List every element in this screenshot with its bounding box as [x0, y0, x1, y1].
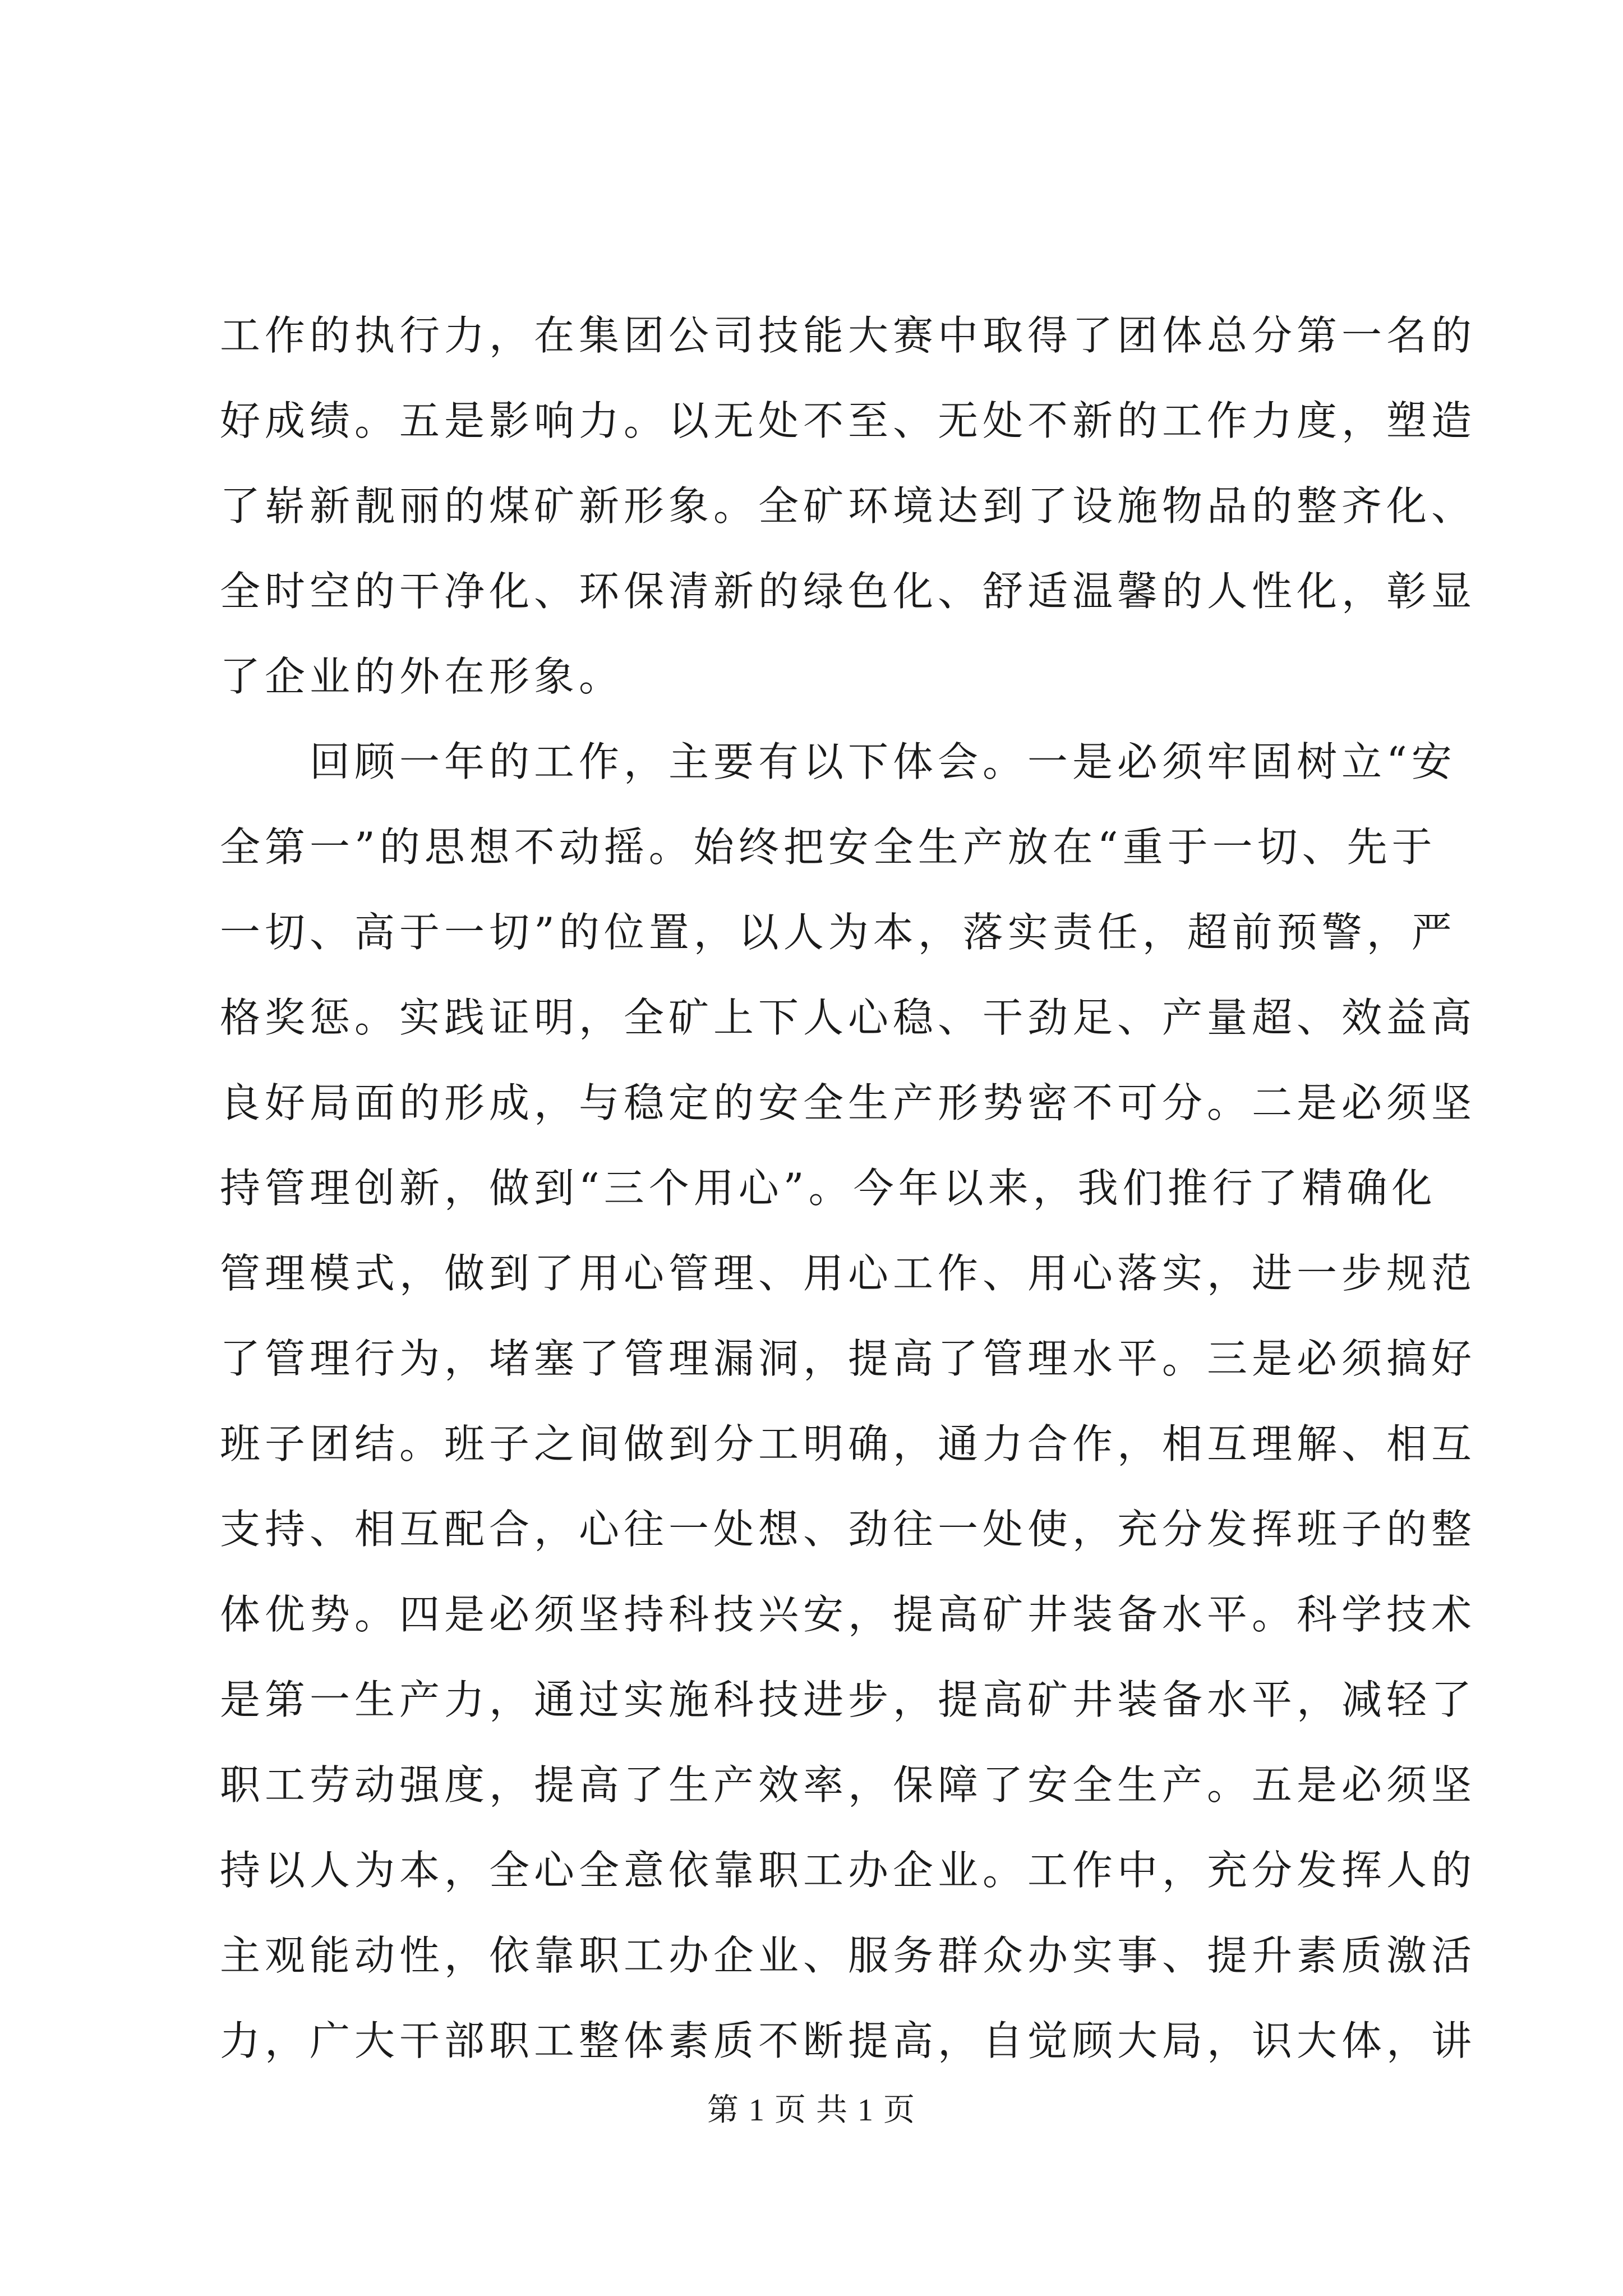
text-line: 力，广大干部职工整体素质不断提高，自觉顾大局，识大体，讲 [220, 2017, 1477, 2064]
text-line: 支持、相互配合，心往一处想、劲往一处使，充分发挥班子的整 [220, 1506, 1477, 1553]
text-line: 职工劳动强度，提高了生产效率，保障了安全生产。五是必须坚 [220, 1761, 1477, 1809]
text-line: 管理模式，做到了用心管理、用心工作、用心落实，进一步规范 [220, 1250, 1477, 1297]
text-line: 全时空的干净化、环保清新的绿色化、舒适温馨的人性化，彰显 [220, 568, 1477, 615]
text-line: 持以人为本，全心全意依靠职工办企业。工作中，充分发挥人的 [220, 1847, 1477, 1894]
text-line: 好成绩。五是影响力。以无处不至、无处不新的工作力度，塑造 [220, 397, 1477, 444]
text-line: 班子团结。班子之间做到分工明确，通力合作，相互理解、相互 [220, 1420, 1477, 1467]
text-line: 全第一”的思想不动摇。始终把安全生产放在“重于一切、先于 [220, 823, 1437, 871]
text-line: 工作的执行力，在集团公司技能大赛中取得了团体总分第一名的 [220, 312, 1477, 359]
text-line: 是第一生产力，通过实施科技进步，提高矿井装备水平，减轻了 [220, 1676, 1477, 1723]
text-line: 了企业的外在形象。 [220, 653, 624, 700]
text-line: 了管理行为，堵塞了管理漏洞，提高了管理水平。三是必须搞好 [220, 1335, 1477, 1382]
text-line: 良好局面的形成，与稳定的安全生产形势密不可分。二是必须坚 [220, 1079, 1477, 1126]
text-line: 格奖惩。实践证明，全矿上下人心稳、干劲足、产量超、效益高 [220, 994, 1477, 1041]
text-line: 了崭新靓丽的煤矿新形象。全矿环境达到了设施物品的整齐化、 [220, 482, 1477, 530]
text-line: 持管理创新，做到“三个用心”。今年以来，我们推行了精确化 [220, 1165, 1437, 1212]
text-line: 主观能动性，依靠职工办企业、服务群众办实事、提升素质激活 [220, 1932, 1477, 1979]
page-number-footer: 第 1 页 共 1 页 [707, 2093, 916, 2128]
text-line: 体优势。四是必须坚持科技兴安，提高矿井装备水平。科学技术 [220, 1591, 1477, 1638]
text-line: 一切、高于一切”的位置，以人为本，落实责任，超前预警，严 [220, 909, 1456, 956]
text-line: 回顾一年的工作，主要有以下体会。一是必须牢固树立“安 [220, 738, 1456, 785]
